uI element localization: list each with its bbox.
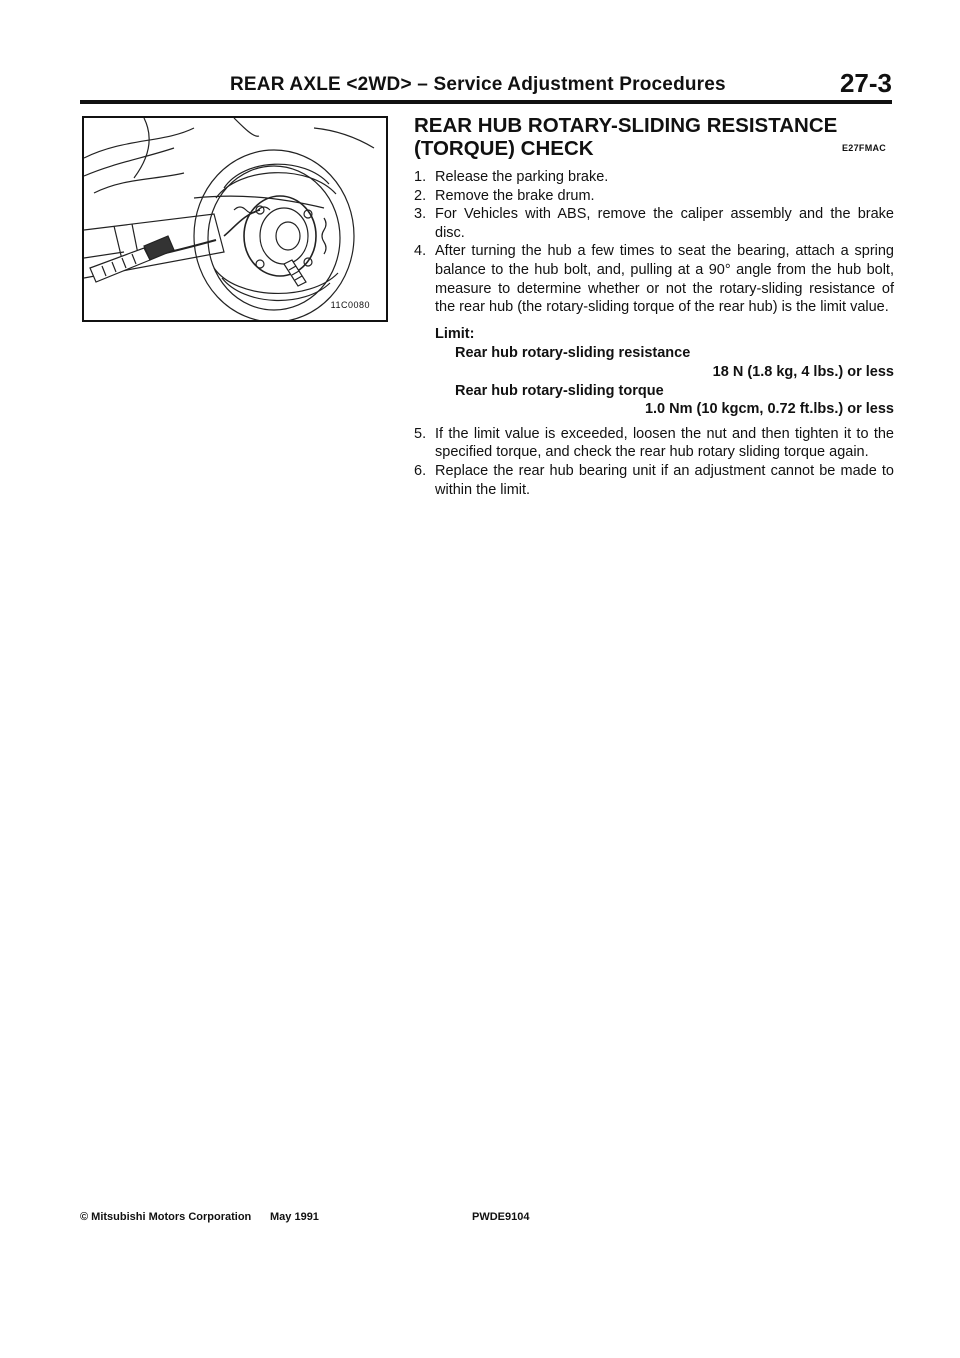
rear-hub-spring-balance-illustration bbox=[84, 118, 388, 322]
step-item bbox=[414, 462, 894, 499]
limit-item-value: 18 N (1.8 kg, 4 lbs.) or less bbox=[712, 363, 894, 380]
page-header bbox=[80, 68, 892, 102]
limit-item-name: Rear hub rotary-sliding resistance bbox=[455, 345, 691, 362]
step-text: Release the parking brake. bbox=[435, 169, 609, 185]
section-title bbox=[414, 114, 894, 160]
step-item bbox=[414, 242, 894, 316]
header-title: REAR AXLE <2WD> – Service Adjustment Procedures bbox=[230, 74, 726, 95]
section-title-line1: REAR HUB ROTARY-SLIDING RESISTANCE bbox=[414, 114, 838, 137]
footer-date: May 1991 bbox=[270, 1211, 319, 1223]
step-text: Remove the brake drum. bbox=[435, 187, 595, 204]
step-text: For Vehicles with ABS, remove the caliper assembly and the brake disc. bbox=[435, 206, 894, 241]
section-title-line2: (TORQUE) CHECK bbox=[414, 137, 594, 160]
limit-item-name: Rear hub rotary-sliding torque bbox=[455, 382, 664, 399]
step-item bbox=[414, 205, 894, 242]
step-number: 3. bbox=[414, 206, 427, 223]
header-rule bbox=[80, 100, 892, 104]
procedure-steps bbox=[414, 168, 894, 499]
step-number: 2. bbox=[414, 187, 427, 204]
step-number: 5. bbox=[414, 425, 427, 442]
footer-copyright: © Mitsubishi Motors Corporation bbox=[80, 1211, 252, 1223]
step-number: 4. bbox=[414, 243, 427, 260]
figure-code: 11C0080 bbox=[330, 300, 370, 310]
step-number: 1. bbox=[414, 169, 427, 185]
section-code: E27FMAC bbox=[842, 143, 887, 153]
step-item bbox=[414, 168, 894, 187]
step-item bbox=[414, 187, 894, 206]
footer-code: PWDE9104 bbox=[472, 1211, 530, 1223]
page-number: 27-3 bbox=[839, 68, 892, 98]
step-item bbox=[414, 425, 894, 462]
limit-label: Limit: bbox=[435, 325, 475, 342]
step-text: After turning the hub a few times to seat the bearing, attach a spring balance to the hub bolt, and, pulling at a 90° angle from the hub bolt, measure to determine whether or not the rotary-sliding resistance of the rear hub (the rotary-sliding torque of the rear hub) is the limit value. bbox=[435, 243, 894, 316]
rear-hub-figure bbox=[82, 116, 388, 322]
limit-block bbox=[435, 325, 894, 419]
step-number: 6. bbox=[414, 462, 427, 479]
step-text: Replace the rear hub bearing unit if an adjustment cannot be made to within the limit. bbox=[435, 462, 894, 498]
limit-item-value: 1.0 Nm (10 kgcm, 0.72 ft.lbs.) or less bbox=[644, 401, 894, 418]
step-text: If the limit value is exceeded, loosen the nut and then tighten it to the specified torque, and check the rear hub rotary sliding torque again. bbox=[435, 425, 894, 461]
